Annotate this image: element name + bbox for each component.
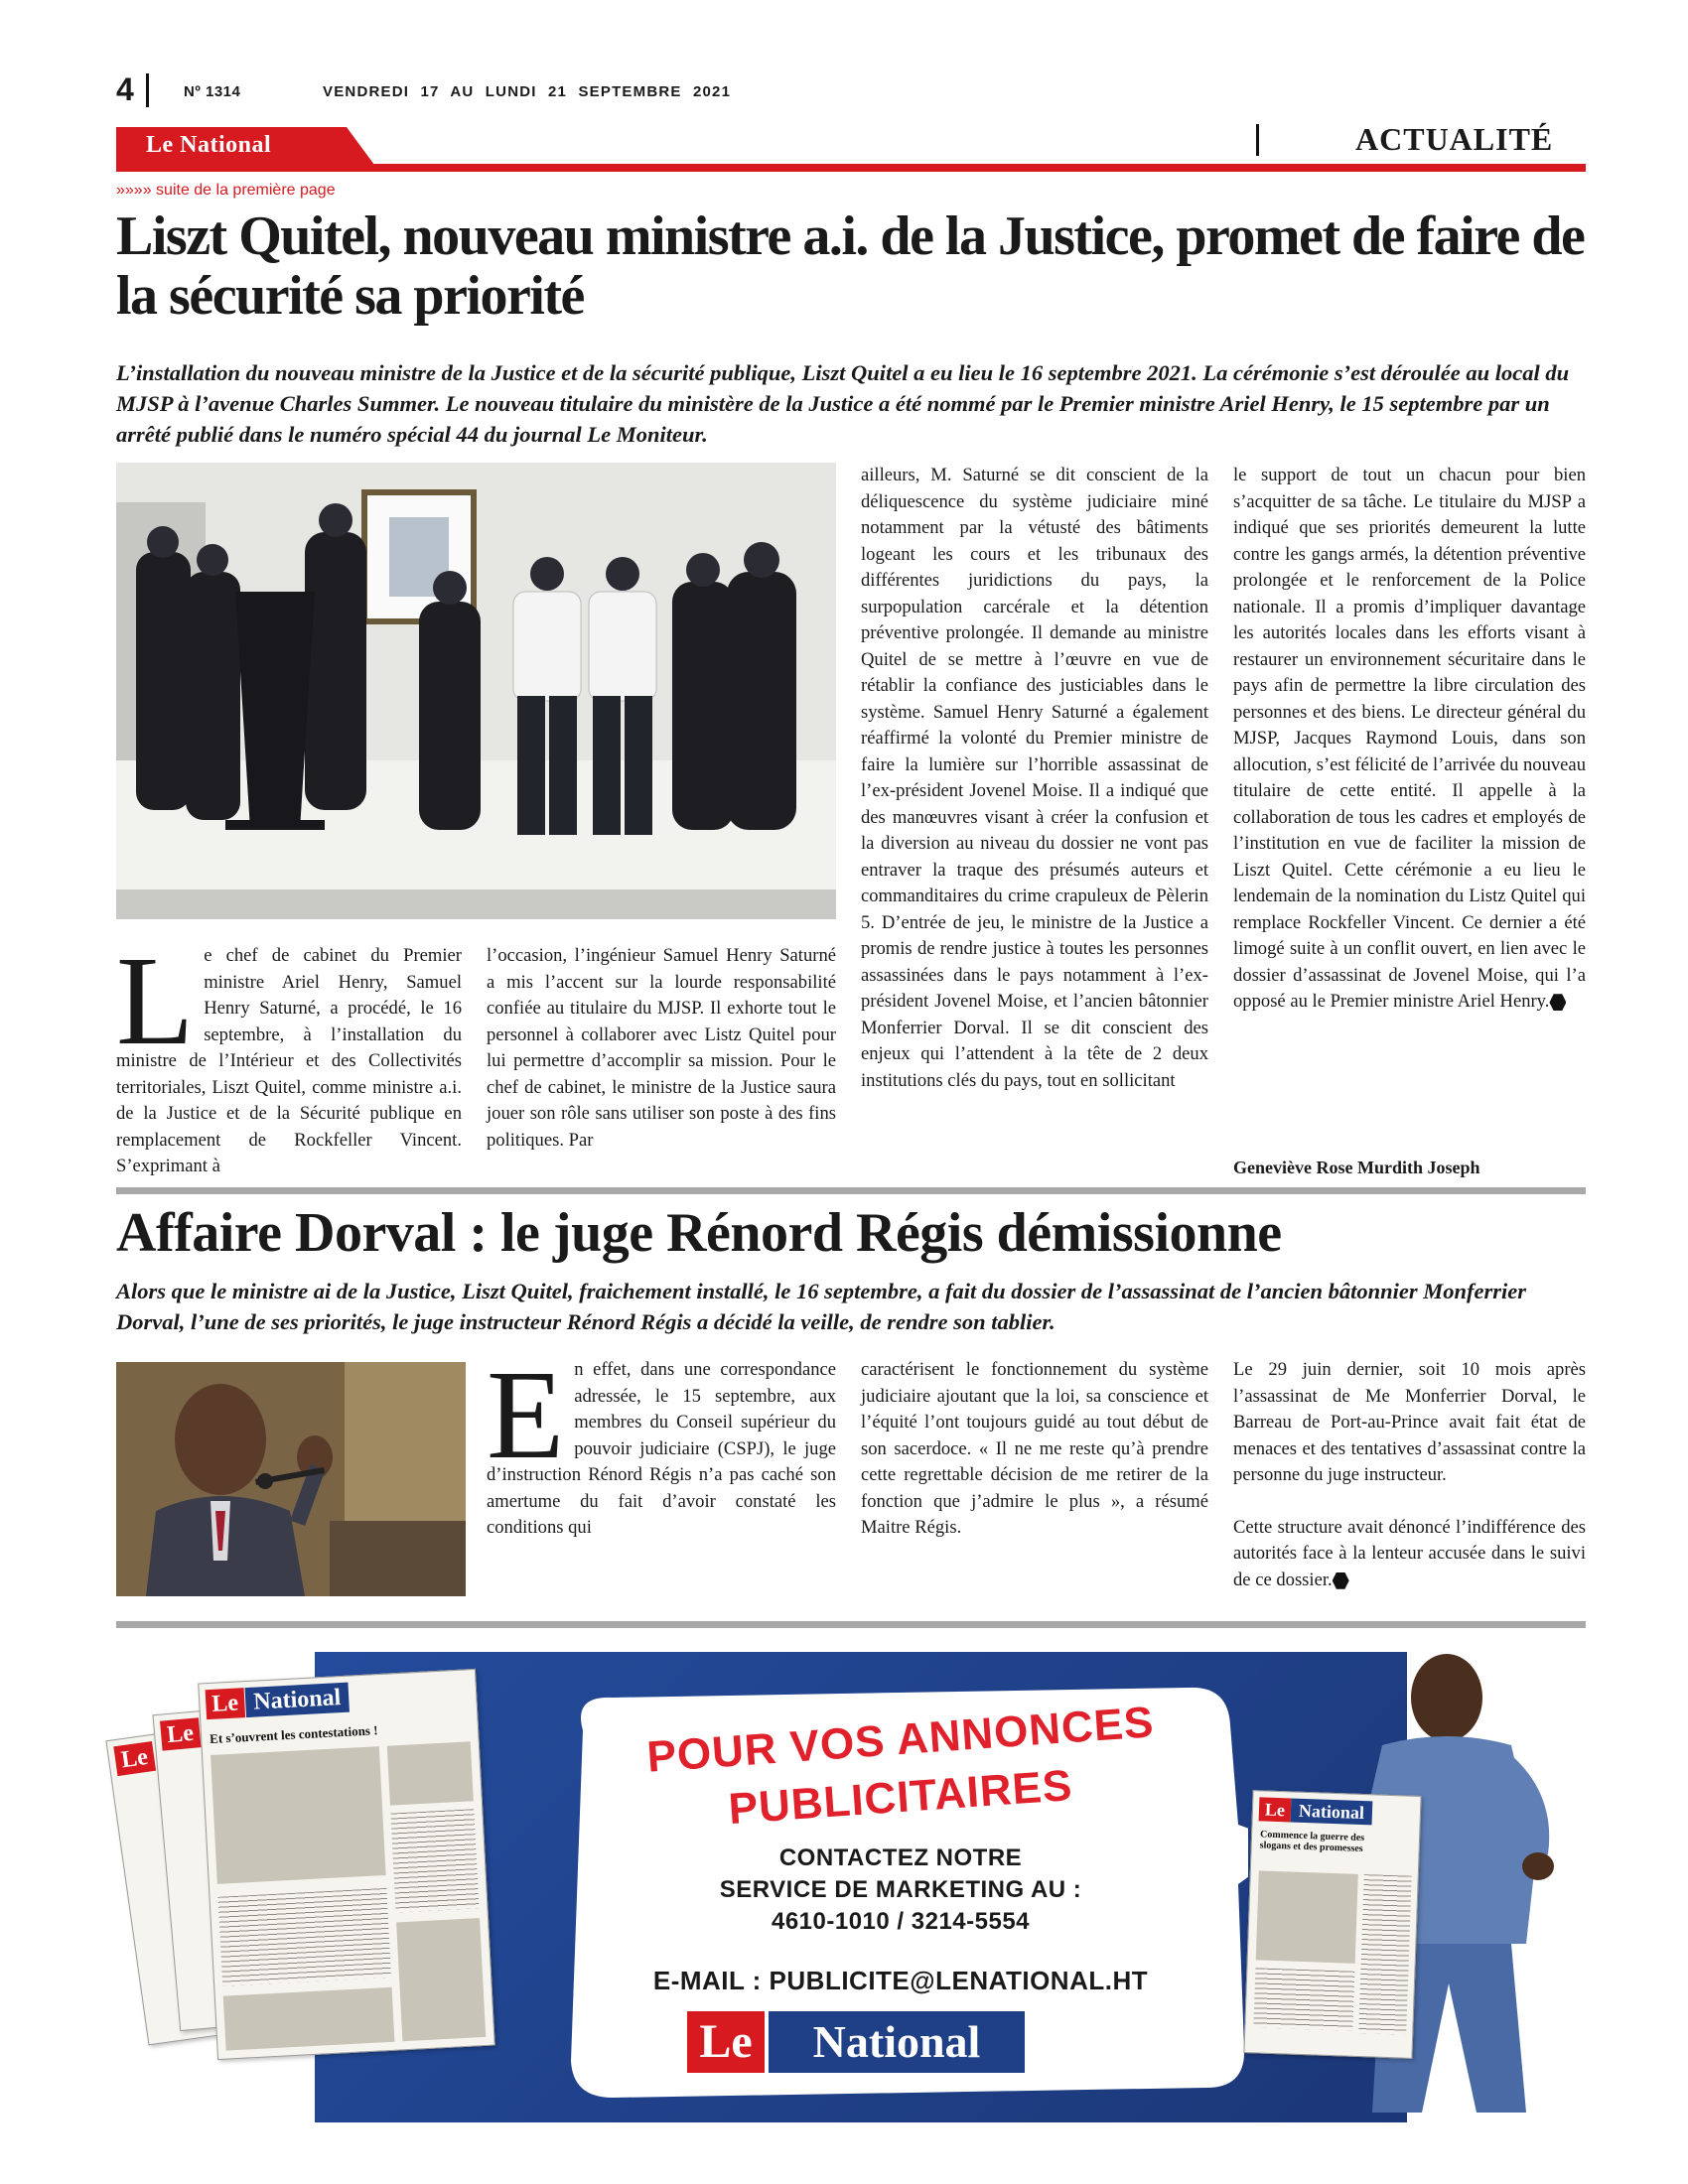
article1-byline: Geneviève Rose Murdith Joseph [1233,1158,1480,1177]
judge-photo-illustration [116,1362,466,1596]
judge-photo [116,1362,466,1596]
brand-name: Le National [146,132,272,158]
paper-headline: Commence la guerre des slogans et des promesses [1259,1829,1365,1855]
ad-contact-line-1: CONTACTEZ NOTRE [778,1844,1023,1871]
mini-logo-national: National [1291,1798,1373,1825]
article1-headline: Liszt Quitel, nouveau ministre a.i. de la Justice, promet de faire de la sécurité sa priorité [116,205,1585,327]
paper-cartoon [1256,1870,1358,1963]
article1-column-4 [1233,463,1586,1016]
article2-col3-paragraph-2 [1233,1515,1586,1594]
ad-email: E-MAIL : PUBLICITE@LENATIONAL.HT [652,1966,1149,1995]
ceremony-photo-illustration [116,463,836,919]
advertisement [116,1646,1586,2122]
mini-logo-le: Le [1259,1797,1292,1822]
article2-column-3 [1233,1357,1586,1593]
paper-text [1253,1968,1354,2030]
divider [1256,124,1259,156]
drop-cap: L [116,930,195,1071]
logo-le: Le [687,2011,765,2073]
ad-contact-line-2: SERVICE DE MARKETING AU : [719,1876,1082,1903]
paper-headline: Et s’ouvrent les contestations ! [209,1722,378,1747]
brand-tab [116,127,374,165]
issue-number: Nº 1314 [184,83,241,100]
paper-cartoon [211,1746,386,1884]
issue-date: VENDREDI 17 AU LUNDI 21 SEPTEMBRE 2021 [323,83,732,100]
newspaper-front-page [198,1669,495,2060]
article1-col3-text: ailleurs, M. Saturné se dit conscient de la déliquescence du système judiciaire miné notamment par la vétusté des bâtiments logeant les cours et les tribunaux des différentes juridictions du pays, la surpopulation carcérale et la détention préventive prolongée. Il demande au ministre Quitel de se mettre à l’œuvre en vue de rétablir la confiance des justiciables dans le système. Samuel Henry Saturné a également réaffirmé la volonté du Premier ministre de faire la lumière sur l’horrible assassinat de l’ex-président Jovenel Moise. Il a indiqué que des manœuvres visant à créer la confusion et la diversion au niveau du dossier ne vont pas entraver la traque des présumés auteurs et commanditaires du crime crapuleux de Pèlerin 5. D’entrée de jeu, le ministre de la Justice a promis de rendre justice à toutes les personnes assassinées dans le pays notamment à l’ex-président Jovenel Moise, et l’ancien bâtonnier Monferrier Dorval. Il se dit conscient des enjeux qui l’attendent à la tête de 2 deux institutions clés du pays, tout en sollicitant [861,465,1208,1091]
article2-column-1 [487,1344,836,1542]
divider [146,73,149,107]
page-header [116,71,1586,111]
article1-col4-text: le support de tout un chacun pour bien s’acquitter de sa tâche. Le titulaire du MJSP a indiqué que ses priorités demeurent la lutte contre les gangs armés, la détention préventive prolongée et le renforcement de la Police nationale. Il a promis d’impliquer davantage les autorités locales dans les efforts visant à restaurer un environnement sécuritaire dans le pays afin de permettre la libre circulation des personnes et des biens. Le directeur général du MJSP, Jacques Raymond Louis, dans son allocution, s’est félicité de l’arrivée du nouveau titulaire de cette entité. Il appelle à la collaboration de tous les cadres et employés de l’institution en vue de faciliter la mission de Liszt Quitel. Cette cérémonie a eu lieu le lendemain de la nomination du Listz Quitel qui remplace Rockfeller Vincent. Ce dernier a été limogé suite à un conflit ouvert, en lien avec le dossier d’assassinat de Jovenel Moise, qui l’a opposé au le Premier ministre Ariel Henry. [1233,465,1586,1012]
newspaper-held [1243,1790,1421,2059]
article1-col1-text: e chef de cabinet du Premier ministre Ariel Henry, Samuel Henry Saturné, a procédé, le 16 septembre, à l’installation du ministre de l’Intérieur et des Collectivités territoriales, Liszt Quitel, comme ministre a.i. de la Justice et de la Sécurité publique en remplacement de Rockfeller Vincent. S’exprimant à [116,945,462,1176]
paper-text [1358,1874,1412,2035]
article1-column-3 [861,463,1208,1094]
article2-col1-text: n effet, dans une correspondance adressée, le 15 septembre, aux membres du Conseil supérieur du pouvoir judiciaire (CSPJ), le juge d’instruction Rénord Régis n’a pas caché son amertume du fait d’avoir constaté les conditions qui [487,1359,836,1538]
section-name: ACTUALITÉ [1355,121,1554,157]
article1-column-1 [116,930,462,1180]
article2-col2-text: caractérisent le fonctionnement du système judiciaire ajoutant que la loi, sa conscience et l’équité l’ont toujours guidé au tout début de son sacerdoce. « Il ne me reste qu’à prendre cette regrettable décision de me retirer de la fonction que j’admire le plus », a résumé Maitre Régis. [861,1359,1208,1538]
mini-logo-le: Le [113,1741,155,1776]
mini-logo-national: National [245,1683,350,1717]
mini-logo-le: Le [206,1688,245,1719]
article1-col2-text: l’occasion, l’ingénieur Samuel Henry Saturné a mis l’accent sur la lourde responsabilité confiée au titulaire du MJSP. Il exhorte tout le personnel à collaborer avec Listz Quitel pour lui permettre d’accomplir sa mission. Pour le chef de cabinet, le ministre de la Justice saura jouer son rôle sans utiliser son poste à des fins politiques. Par [487,945,836,1151]
continued-kicker: »»»» suite de la première page [116,182,336,199]
header-rule [116,164,1586,172]
article1-column-2 [487,943,836,1154]
page-number: 4 [116,71,134,107]
article2-column-2 [861,1357,1208,1542]
paper-text [218,1888,391,1986]
end-mark-icon [1549,994,1566,1011]
ad-title-line-2: PUBLICITAIRES [727,1760,1074,1835]
article2-col3-paragraph-1: Le 29 juin dernier, soit 10 mois après l’assassinat de Me Monferrier Dorval, le Barreau de Port-au-Prince avait fait état de menaces et des tentatives d’assassinat contre la personne du juge instructeur. [1233,1359,1586,1485]
end-mark-icon [1333,1572,1349,1589]
article2-lead: Alors que le ministre ai de la Justice, Liszt Quitel, fraichement installé, le 16 septembre, a fait du dossier de l’assassinat de l’ancien bâtonnier Monferrier Dorval, l’une de ses priorités, le juge instructeur Rénord Régis a décidé la veille, de rendre son tablier. [116,1279,1527,1334]
ad-title-line-1: POUR VOS ANNONCES [645,1698,1156,1782]
paper-photo [387,1741,474,1805]
article2-col3b-text: Cette structure avait dénoncé l’indifférence des autorités face à la lenteur accusée dans le suivi de ce dossier. [1233,1516,1586,1590]
ad-logo [687,2011,1025,2073]
section-divider [116,1621,1586,1628]
article2-headline: Affaire Dorval : le juge Rénord Régis démissionne [116,1202,1282,1264]
logo-national: National [769,2011,1025,2073]
ceremony-photo [116,463,836,919]
section-divider [116,1187,1586,1194]
drop-cap: E [487,1344,565,1485]
paper-ad-strip [223,1987,395,2051]
ad-phone-numbers: 4610-1010 / 3214-5554 [771,1908,1031,1935]
mini-logo-le: Le [160,1717,201,1750]
paper-text [390,1809,479,1912]
paper-photo [396,1918,486,2041]
article1-lead: L’installation du nouveau ministre de la Justice et de la sécurité publique, Liszt Quitel a eu lieu le 16 septembre 2021. La cérémonie s’est déroulée au local du MJSP à l’avenue Charles Summer. Le nouveau titulaire du ministère de la Justice a été nommé par le Premier ministre Ariel Henry, le 15 septembre par un arrêté publié dans le numéro spécial 44 du journal Le Moniteur. [116,360,1570,447]
